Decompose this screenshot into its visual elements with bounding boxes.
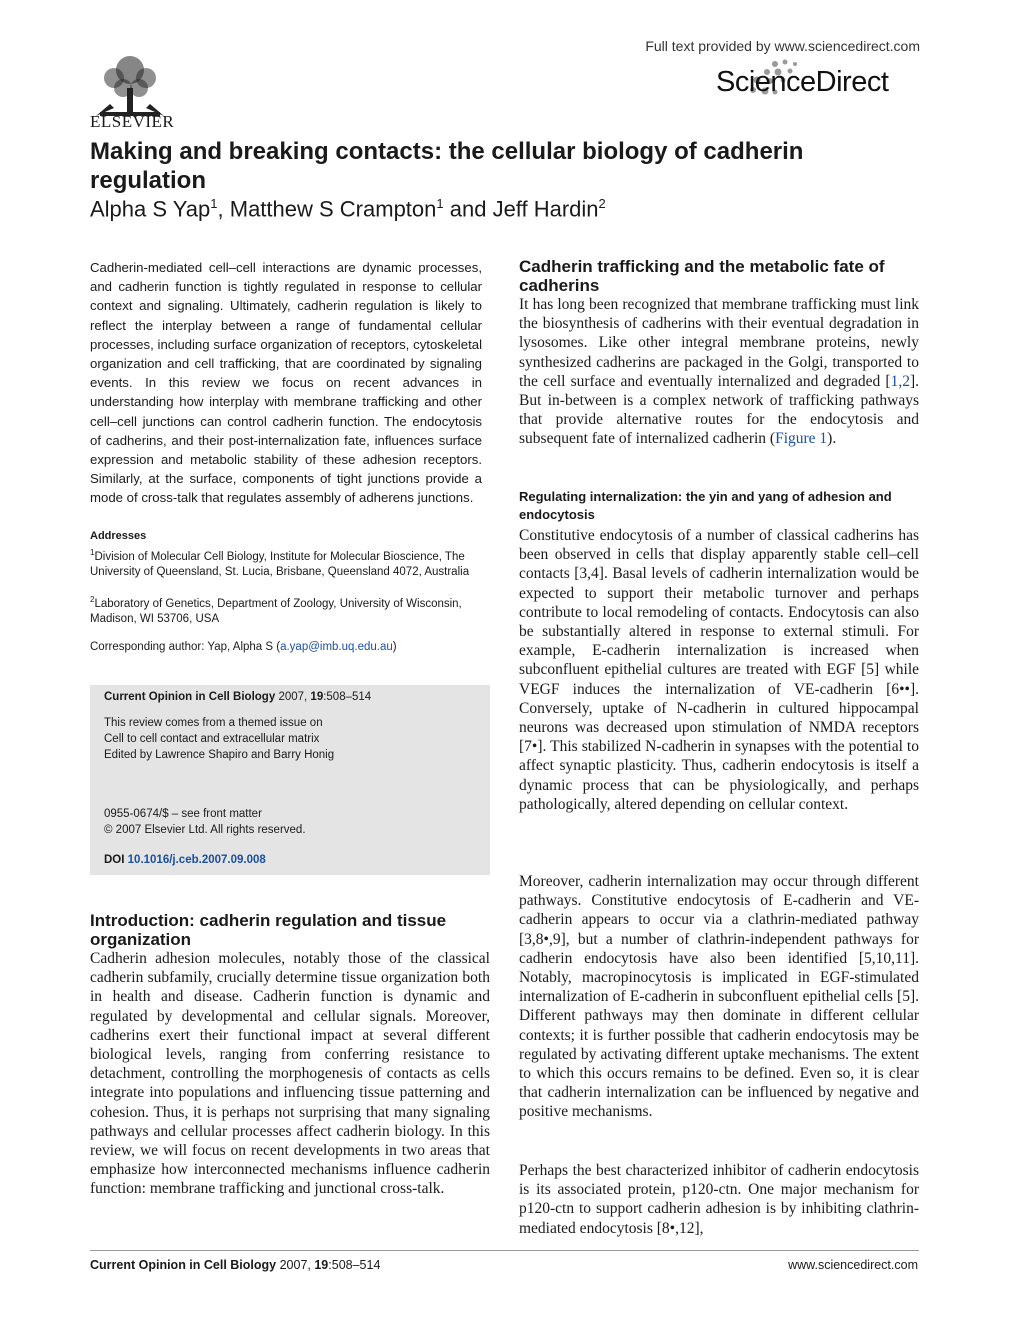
address-item bbox=[90, 545, 485, 581]
address-number: 1 bbox=[90, 548, 95, 557]
internalization-paragraph-3: Perhaps the best characterized inhibitor of cadherin endocytosis is its associated protein, p120-ctn. One major mechanism for p120-ctn to support cadherin adhesion is by inhibiting clathrin-mediated endocytosis [8•,12], bbox=[519, 1162, 919, 1237]
author-affiliation: 2 bbox=[598, 196, 606, 211]
footer-pages: :508–514 bbox=[328, 1258, 381, 1272]
author-affiliation: 1 bbox=[436, 196, 444, 211]
doi-line bbox=[104, 852, 266, 868]
corresponding-suffix: ) bbox=[392, 641, 397, 653]
author-affiliation: 1 bbox=[210, 196, 218, 211]
footer-citation bbox=[90, 1258, 380, 1272]
footer-url: www.sciencedirect.com bbox=[788, 1258, 918, 1272]
trafficking-text bbox=[519, 295, 919, 449]
internalization-paragraph-1: Constitutive endocytosis of a number of classical cadherins has been observed in cells that display apparently stable cell–cell contacts [3,4]. Basal levels of cadherin internalization would be expected to support their metabolic turnover and perhaps contribute to local remodeling of contacts. Endocytosis can also be substantially altered in response to external stimuli. For example, E-cadherin internalization is increased when subconfluent epithelial cultures are treated with EGF [5] while VEGF induces the internalization of VE-cadherin [6••]. Conversely, uptake of N-cadherin in cultured hippocampal neurons was decreased upon stimulation of NMDA receptors [7•]. This stabilized N-cadherin in synapses with the potential to affect synaptic plasticity. Thus, cadherin endocytosis is itself a dynamic process that can be physiologically, and perhaps pathologically, altered depending on cellular context. bbox=[519, 527, 919, 813]
infobox-pages: :508–514 bbox=[323, 691, 372, 703]
author-separator: and bbox=[443, 196, 493, 222]
address-text: Division of Molecular Cell Biology, Institute for Molecular Bioscience, The University of Queensland, St. Lucia, Brisbane, Queensland 4072, Australia bbox=[90, 550, 470, 579]
trafficking-heading: Cadherin trafficking and the metabolic fate of cadherins bbox=[519, 257, 885, 295]
author-name: Matthew S Crampton bbox=[229, 196, 437, 222]
infobox-year: 2007, bbox=[278, 691, 308, 703]
article-title: Making and breaking contacts: the cellular biology of cadherin regulation bbox=[90, 138, 804, 194]
author-name: Jeff Hardin bbox=[492, 196, 599, 222]
intro-text: Cadherin adhesion molecules, notably those of the classical cadherin subfamily, crucially determine tissue organization both in health and disease. Cadherin function is dynamic and regulated by developmental and cellular signals. Moreover, cadherins exert their functional impact at several different biological levels, ranging from conferring resistance to detachment, controlling the morphogenesis of contacts as cells integrate into populations and influencing tissue patterning and cohesion. Thus, it is perhaps not surprising that many signaling pathways and cellular processes affect cadherin biology. In this review, we will focus on recent developments in two areas that emphasize how interconnected mechanisms influence cadherin function: membrane trafficking and junctional cross-talk. bbox=[90, 950, 490, 1198]
addresses-heading: Addresses bbox=[90, 530, 147, 542]
footer-divider bbox=[90, 1250, 919, 1251]
address-text: Laboratory of Genetics, Department of Zoology, University of Wisconsin, Madison, WI 53706, USA bbox=[90, 597, 462, 626]
address-number: 2 bbox=[90, 595, 95, 604]
provided-by-text: Full text provided by www.sciencedirect.com bbox=[645, 38, 920, 54]
email-link[interactable]: a.yap@imb.uq.edu.au bbox=[280, 641, 393, 653]
infobox-citation bbox=[104, 689, 371, 705]
trafficking-text-part: ]. But in-between is a complex network of trafficking pathways that provide alternative routes for the endocytosis and subsequent fate of internalized cadherin ( bbox=[519, 372, 919, 448]
doi-link[interactable]: 10.1016/j.ceb.2007.09.008 bbox=[127, 854, 266, 866]
infobox-volume: 19 bbox=[310, 691, 324, 703]
address-item bbox=[90, 592, 485, 628]
trafficking-text-part: It has long been recognized that membrane trafficking must link the biosynthesis of cadherins with their eventual degradation in lysosomes. Like other integral membrane proteins, newly synthesized cadherins are packaged in the Golgi, transported to the cell surface and eventually internalized and degraded [ bbox=[519, 296, 919, 390]
article-info-box bbox=[90, 685, 490, 875]
infobox-journal: Current Opinion in Cell Biology bbox=[104, 691, 276, 703]
footer-journal: Current Opinion in Cell Biology bbox=[90, 1258, 277, 1272]
doi-label: DOI bbox=[104, 854, 125, 866]
theme-line: Cell to cell contact and extracellular matrix bbox=[104, 733, 320, 745]
footer-volume: 19 bbox=[314, 1258, 329, 1272]
author-name: Alpha S Yap bbox=[90, 196, 211, 222]
corresponding-prefix: Corresponding author: Yap, Alpha S ( bbox=[90, 641, 281, 653]
intro-heading: Introduction: cadherin regulation and tissue organization bbox=[90, 911, 447, 949]
trafficking-text-part: ). bbox=[827, 430, 837, 448]
author-separator: , bbox=[217, 196, 230, 222]
theme-line: Edited by Lawrence Shapiro and Barry Honig bbox=[104, 749, 335, 761]
footer-year: 2007, bbox=[279, 1258, 315, 1272]
internalization-paragraph-2: Moreover, cadherin internalization may occur through different pathways. Constitutive endocytosis of E-cadherin and VE-cadherin appears to occur via a clathrin-mediated pathway [3,8•,9], but a number of clathrin-independent pathways for cadherin endocytosis have also been identified [5,10,11]. Notably, macropinocytosis is implicated in EGF-stimulated internalization of E-cadherin in subconfluent epithelial cells [5]. Different pathways may then dominate in different cellular contexts; it is further possible that cadherin endocytosis may be regulated by activating different uptake mechanisms. The extent to which this occurs remains to be defined. Even so, it is clear that cadherin internalization can be influenced by negative and positive mechanisms. bbox=[519, 873, 919, 1121]
corresponding-author bbox=[90, 641, 490, 653]
figure-link[interactable]: Figure 1 bbox=[775, 430, 828, 448]
abstract: Cadherin-mediated cell–cell interactions are dynamic processes, and cadherin function is tightly regulated in response to cellular context and signaling. Ultimately, cadherin regulation is likely to reflect the interplay between a range of fundamental cellular processes, including surface organization of receptors, cytoskeletal organization and cell trafficking, that are coordinated by signaling events. In this review we focus on recent advances in understanding how interplay with membrane trafficking and other cell–cell junctions can control cadherin function. The endocytosis of cadherins, and their post-internalization fate, influences surface expression and metabolic stability of these adhesion receptors. Similarly, at the surface, components of tight junctions provide a mode of cross-talk that regulates assembly of adherens junctions. bbox=[90, 260, 482, 506]
copyright-line: © 2007 Elsevier Ltd. All rights reserved. bbox=[104, 824, 306, 836]
reference-link[interactable]: 1,2 bbox=[890, 372, 910, 390]
issn-line: 0955-0674/$ – see front matter bbox=[104, 808, 262, 820]
sciencedirect-logo-text: ScienceDirect bbox=[716, 66, 889, 98]
author-list bbox=[90, 196, 606, 222]
internalization-heading: Regulating internalization: the yin and yang of adhesion and endocytosis bbox=[519, 489, 892, 522]
publisher-name: ELSEVIER bbox=[90, 112, 175, 131]
theme-line: This review comes from a themed issue on bbox=[104, 717, 323, 729]
